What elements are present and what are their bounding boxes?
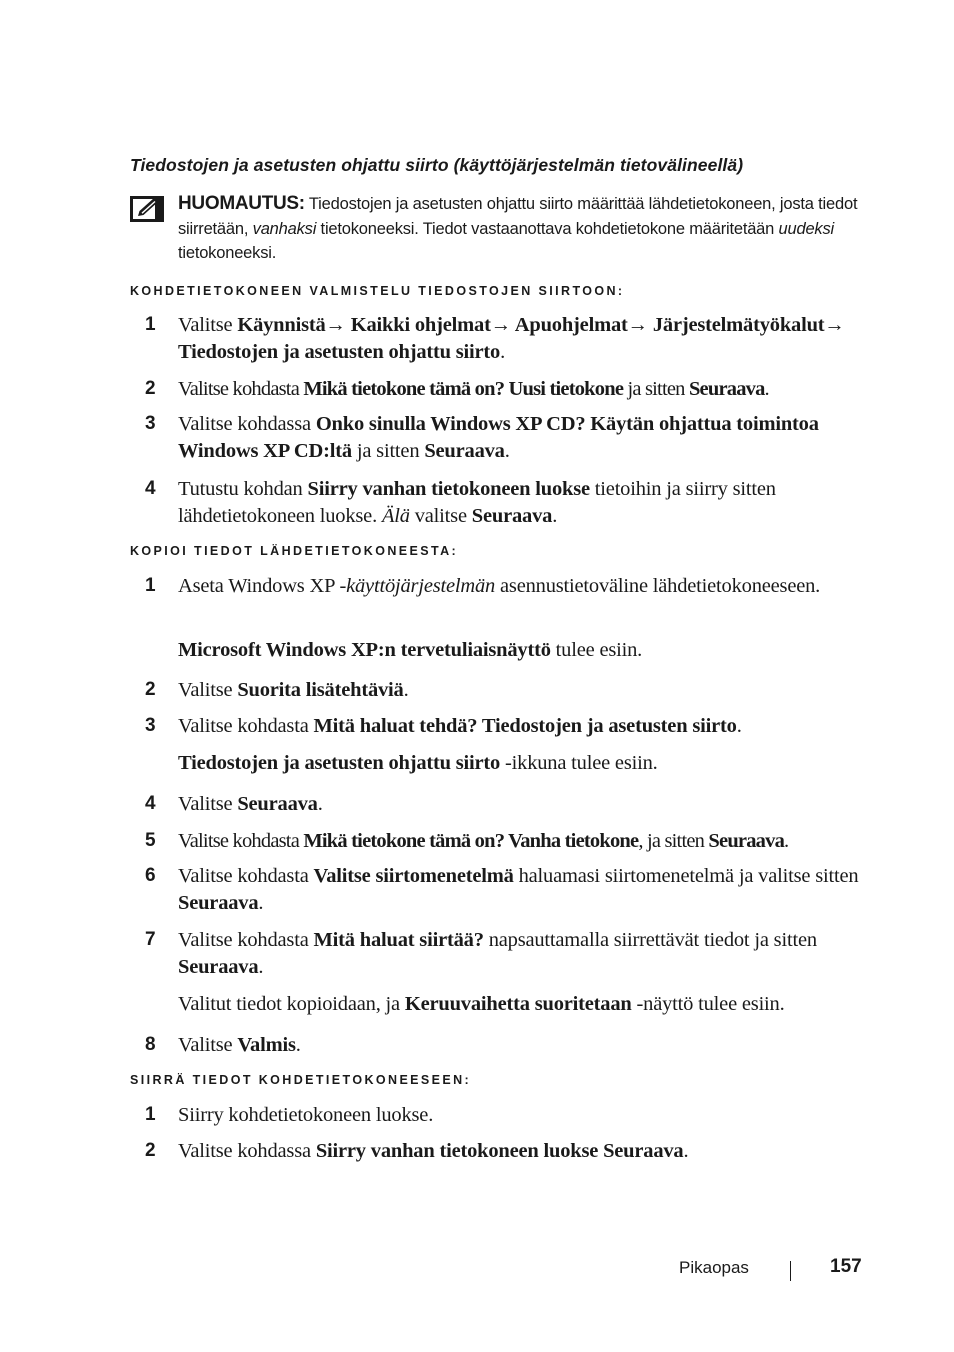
- step-number: 3: [145, 715, 156, 736]
- step-result: Valitut tiedot kopioidaan, ja Keruuvaihetta suoritetaan -näyttö tulee esiin.: [178, 993, 785, 1015]
- subsection-heading-copy: KOPIOI TIEDOT LÄHDETIETOKONEESTA:: [130, 544, 459, 558]
- step-text: Aseta Windows XP -käyttöjärjestelmän asennustietoväline lähdetietokoneeseen.: [178, 575, 821, 597]
- subsection-heading-prepare: KOHDETIETOKONEEN VALMISTELU TIEDOSTOJEN SIIRTOON:: [130, 284, 625, 298]
- step-text: Valitse kohdasta Mitä haluat tehdä? Tiedostojen ja asetusten siirto.: [178, 715, 742, 737]
- note-text: HUOMAUTUS: Tiedostojen ja asetusten ohjattu siirto määrittää lähdetietokoneen, josta tiedot siirretään, vanhaksi tietokoneeksi. Tiedot vastaanottava kohdetietokone määritetään uudeksi tietokoneeksi.: [178, 193, 858, 262]
- step-text: Valitse Valmis.: [178, 1034, 301, 1056]
- step-number: 5: [145, 830, 156, 851]
- step-text: Siirry kohdetietokoneen luokse.: [178, 1104, 434, 1126]
- step-number: 4: [145, 478, 156, 499]
- step-text: Valitse Käynnistä→ Kaikki ohjelmat→ Apuohjelmat→ Järjestelmätyökalut→ Tiedostojen ja asetusten ohjattu siirto.: [178, 314, 845, 363]
- page-number: 157: [830, 1256, 862, 1277]
- footer-divider: [790, 1261, 791, 1281]
- step-result: Tiedostojen ja asetusten ohjattu siirto -ikkuna tulee esiin.: [178, 752, 658, 774]
- step-number: 6: [145, 865, 156, 886]
- step-number: 7: [145, 929, 156, 950]
- step-number: 1: [145, 1104, 156, 1125]
- step-number: 2: [145, 378, 156, 399]
- step-number: 1: [145, 575, 156, 596]
- step-number: 2: [145, 1140, 156, 1161]
- step-text: Valitse Seuraava.: [178, 793, 323, 815]
- step-result: Microsoft Windows XP:n tervetuliaisnäyttö tulee esiin.: [178, 639, 643, 661]
- step-text: Valitse kohdasta Mitä haluat siirtää? napsauttamalla siirrettävät tiedot ja sitten Seuraava.: [178, 929, 817, 978]
- step-text: Valitse kohdassa Siirry vanhan tietokoneen luokse Seuraava.: [178, 1140, 689, 1162]
- step-text: Valitse kohdasta Mikä tietokone tämä on? Uusi tietokone ja sitten Seuraava.: [178, 378, 769, 400]
- step-text: Valitse kohdasta Valitse siirtomenetelmä haluamasi siirtomenetelmä ja valitse sitten Seuraava.: [178, 865, 859, 914]
- footer-label: Pikaopas: [679, 1258, 749, 1277]
- step-text: Tutustu kohdan Siirry vanhan tietokoneen luokse tietoihin ja siirry sitten lähdetietokoneen luokse. Älä valitse Seuraava.: [178, 478, 776, 527]
- note-label: HUOMAUTUS:: [178, 193, 305, 214]
- step-text: Valitse kohdasta Mikä tietokone tämä on? Vanha tietokone, ja sitten Seuraava.: [178, 830, 789, 852]
- step-number: 4: [145, 793, 156, 814]
- step-number: 3: [145, 413, 156, 434]
- step-number: 1: [145, 314, 156, 335]
- pencil-note-icon: [130, 196, 164, 222]
- step-number: 8: [145, 1034, 156, 1055]
- step-text: Valitse kohdassa Onko sinulla Windows XP CD? Käytän ohjattua toimintoa Windows XP CD:ltä ja sitten Seuraava.: [178, 413, 819, 462]
- subsection-heading-transfer: SIIRRÄ TIEDOT KOHDETIETOKONEESEEN:: [130, 1073, 472, 1087]
- step-number: 2: [145, 679, 156, 700]
- step-text: Valitse Suorita lisätehtäviä.: [178, 679, 409, 701]
- section-title: Tiedostojen ja asetusten ohjattu siirto (käyttöjärjestelmän tietovälineellä): [130, 155, 744, 175]
